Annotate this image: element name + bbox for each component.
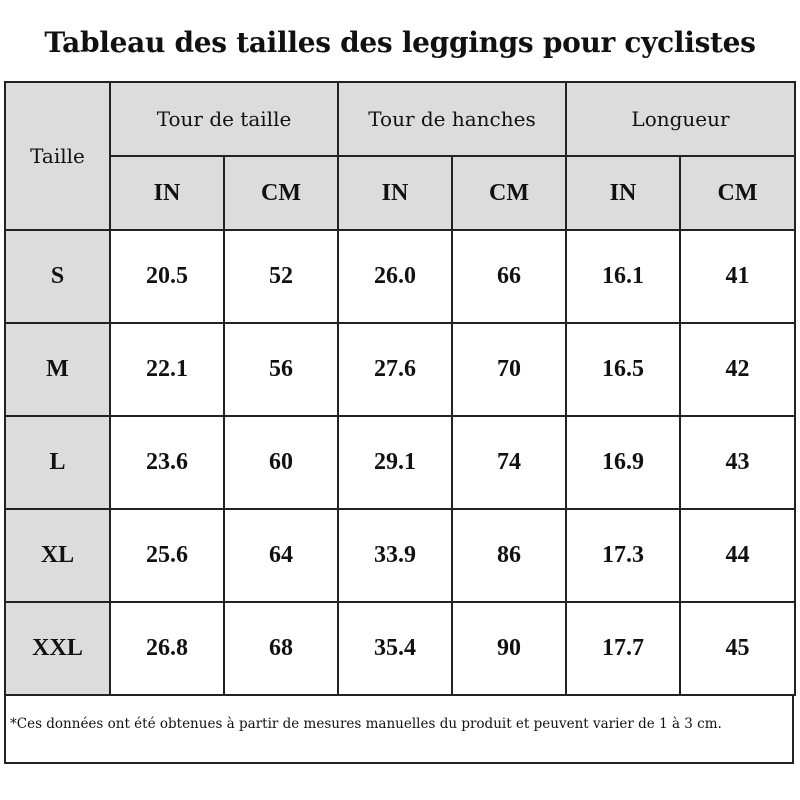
- size-label: M: [5, 323, 110, 416]
- table-cell: 70: [452, 323, 566, 416]
- table-cell: 16.1: [566, 230, 680, 323]
- table-row: [5, 416, 795, 509]
- table-cell: 26.0: [338, 230, 452, 323]
- table-cell: 42: [680, 323, 795, 416]
- table-cell: 23.6: [110, 416, 224, 509]
- size-label: XXL: [5, 602, 110, 695]
- table-row: [5, 509, 795, 602]
- unit-header-waist-in: IN: [110, 156, 224, 230]
- table-cell: 16.9: [566, 416, 680, 509]
- footnote: *Ces données ont été obtenues à partir de mesures manuelles du produit et peuvent varier de 1 à 3 cm.: [10, 716, 722, 732]
- table-cell: 64: [224, 509, 338, 602]
- table-cell: 90: [452, 602, 566, 695]
- table-row: [5, 230, 795, 323]
- size-label: XL: [5, 509, 110, 602]
- table-cell: 22.1: [110, 323, 224, 416]
- group-header-hips: Tour de hanches: [338, 82, 566, 156]
- size-column-header: Taille: [5, 82, 110, 230]
- header-row-units: [5, 156, 795, 230]
- table-cell: 52: [224, 230, 338, 323]
- header-row-groups: [5, 82, 795, 156]
- unit-header-waist-cm: CM: [224, 156, 338, 230]
- page-title: Tableau des tailles des leggings pour cyclistes: [44, 26, 756, 59]
- table-cell: 17.7: [566, 602, 680, 695]
- table-row: [5, 323, 795, 416]
- table-cell: 25.6: [110, 509, 224, 602]
- group-header-length: Longueur: [566, 82, 795, 156]
- unit-header-hips-in: IN: [338, 156, 452, 230]
- table-cell: 45: [680, 602, 795, 695]
- table-cell: 43: [680, 416, 795, 509]
- table-cell: 74: [452, 416, 566, 509]
- size-label: L: [5, 416, 110, 509]
- group-header-waist: Tour de taille: [110, 82, 338, 156]
- table-cell: 86: [452, 509, 566, 602]
- table-cell: 26.8: [110, 602, 224, 695]
- table-row: [5, 602, 795, 695]
- table-cell: 60: [224, 416, 338, 509]
- size-table: [4, 81, 796, 696]
- unit-header-length-cm: CM: [680, 156, 795, 230]
- size-label: S: [5, 230, 110, 323]
- table-cell: 29.1: [338, 416, 452, 509]
- table-cell: 44: [680, 509, 795, 602]
- table-cell: 20.5: [110, 230, 224, 323]
- unit-header-hips-cm: CM: [452, 156, 566, 230]
- table-cell: 16.5: [566, 323, 680, 416]
- table-cell: 35.4: [338, 602, 452, 695]
- table-cell: 27.6: [338, 323, 452, 416]
- table-cell: 56: [224, 323, 338, 416]
- unit-header-length-in: IN: [566, 156, 680, 230]
- table-cell: 66: [452, 230, 566, 323]
- table-cell: 17.3: [566, 509, 680, 602]
- table-cell: 68: [224, 602, 338, 695]
- table-cell: 41: [680, 230, 795, 323]
- table-cell: 33.9: [338, 509, 452, 602]
